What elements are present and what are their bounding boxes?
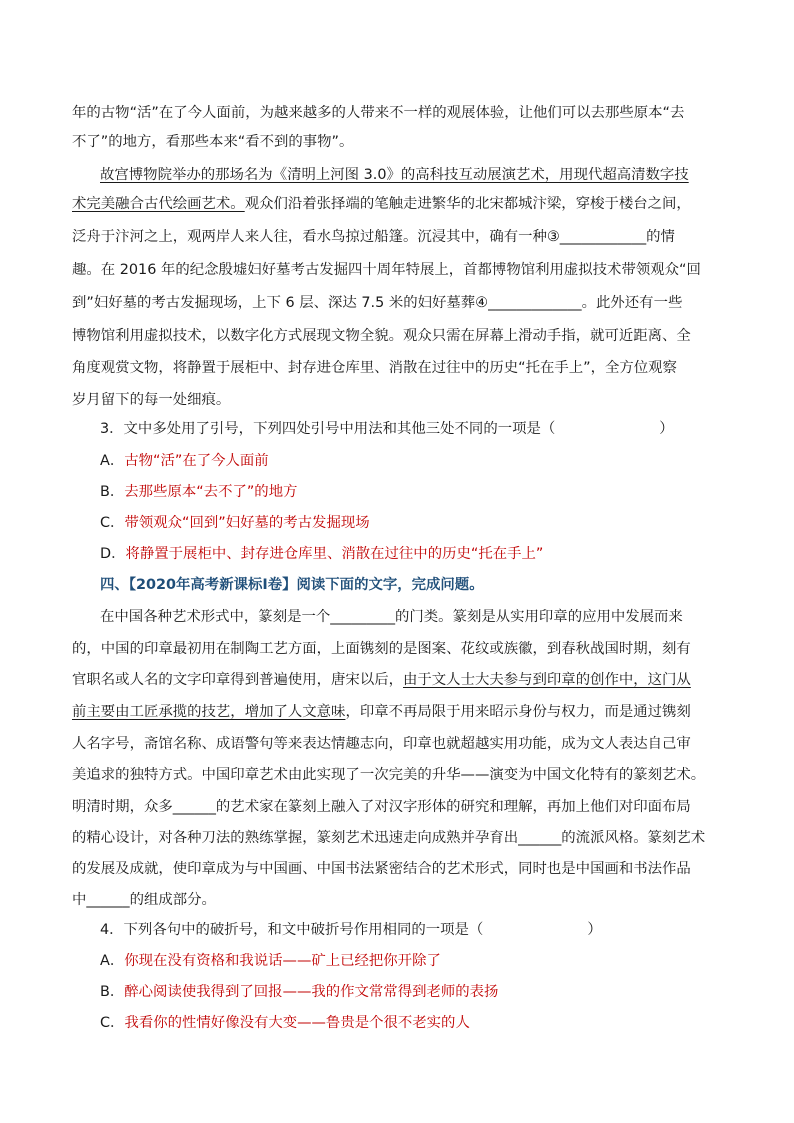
option-text: 醉心阅读使我得到了回报——我的作文常常得到老师的表扬	[124, 984, 499, 1000]
option-text: 去那些原本“去不了”的地方	[124, 484, 298, 500]
underlined-sentence: 由于文人士大夫参与到印章的创作中，这门从	[403, 672, 691, 688]
question-4-stem	[100, 920, 602, 940]
passage4-line: 中______的组成部分。	[72, 892, 216, 908]
option-label: B．	[100, 484, 125, 500]
passage3-line: 岁月留下的每一处细痕。	[72, 392, 231, 408]
option-label: D．	[100, 546, 126, 562]
passage3-line: 博物馆利用虚拟技术，以数字化方式展现文物全貌。观众只需在屏幕上滑动手指，就可近距离、全	[72, 328, 691, 344]
question-3-text: 3．文中多处用了引号，下列四处引号中用法和其他三处不同的一项是（	[100, 421, 556, 437]
passage3-line: 泛舟于汴河之上，观两岸人来人往，看水鸟掠过船篷。沉浸其中，确有一种③____________的情	[72, 229, 675, 245]
question-3-option-c[interactable]	[100, 513, 370, 533]
option-text: 古物“活”在了今人面前	[124, 453, 269, 469]
option-text: 将静置于展柜中、封存进仓库里、消散在过往中的历史“托在手上”	[125, 546, 544, 562]
passage3-text: 观众们沿着张择端的笔触走进繁华的北宋都城汴梁，穿梭于楼台之间，	[244, 196, 691, 212]
passage4-line	[72, 670, 691, 690]
passage4-text: 官职名或人名的文字印章得到普遍使用，唐宋以后，	[72, 672, 403, 688]
option-label: A．	[100, 953, 125, 969]
option-label: B．	[100, 984, 125, 1000]
passage3-line	[72, 194, 691, 214]
passage3-line: 不了”的地方，看那些本来“看不到的事物”。	[72, 134, 354, 150]
passage4-line: 的发展及成就，使印章成为与中国画、中国书法紧密结合的艺术形式，同时也是中国画和书法作品	[72, 861, 691, 877]
question-4-option-b[interactable]	[100, 982, 498, 1002]
passage3-line: 趣。在 2016 年的纪念殷墟妇好墓考古发掘四十周年特展上，首都博物馆利用虚拟技术带领观众“回	[72, 262, 701, 278]
passage4-line: 在中国各种艺术形式中，篆刻是一个_________的门类。篆刻是从实用印章的应用中发展而来	[100, 609, 683, 625]
answer-paren-close: ）	[659, 421, 674, 437]
option-label: C．	[100, 515, 125, 531]
passage4-text: ，印章不再局限于用来昭示身份与权力，而是通过镌刻	[345, 704, 691, 720]
underlined-sentence: 前主要由工匠承揽的技艺，增加了人文意味	[72, 704, 346, 720]
passage3-line: 角度观赏文物，将静置于展柜中、封存进仓库里、消散在过往中的历史“托在手上”，全方位观察	[72, 360, 677, 376]
question-3-option-b[interactable]	[100, 482, 297, 502]
passage3-line	[100, 165, 689, 185]
question-3-option-a[interactable]	[100, 451, 269, 471]
passage3-line: 年的古物“活”在了今人面前，为越来越多的人带来不一样的观展体验，让他们可以去那些原本“去	[72, 105, 685, 121]
option-label: A．	[100, 453, 125, 469]
question-3-stem	[100, 419, 674, 439]
passage4-line: 的精心设计，对各种刀法的熟练掌握，篆刻艺术迅速走向成熟并孕育出______的流派风格。篆刻艺术	[72, 830, 706, 846]
underlined-sentence: 术完美融合古代绘画艺术。	[72, 196, 245, 212]
question-3-option-d[interactable]	[100, 544, 543, 564]
passage4-line: 明清时期，众多______的艺术家在篆刻上融入了对汉字形体的研究和理解，再加上他们对印面布局	[72, 799, 691, 815]
passage4-line	[72, 702, 691, 722]
passage4-line: 美追求的独特方式。中国印章艺术由此实现了一次完美的升华——演变为中国文化特有的篆刻艺术。	[72, 767, 706, 783]
question-4-text: 4．下列各句中的破折号，和文中破折号作用相同的一项是（	[100, 922, 484, 938]
option-text: 带领观众“回到”妇好墓的考古发掘现场	[124, 515, 370, 531]
underlined-sentence: 故宫博物院举办的那场名为《清明上河图 3.0》的高科技互动展演艺术，用现代超高清数字技	[100, 167, 689, 183]
section-4-heading: 四、【2020年高考新课标Ⅰ卷】阅读下面的文字，完成问题。	[100, 577, 484, 593]
question-4-option-a[interactable]	[100, 951, 441, 971]
question-4-option-c[interactable]	[100, 1013, 470, 1033]
answer-paren-close: ）	[587, 922, 602, 938]
option-text: 你现在没有资格和我说话——矿上已经把你开除了	[124, 953, 441, 969]
option-text: 我看你的性情好像没有大变——鲁贵是个很不老实的人	[124, 1015, 470, 1031]
passage4-line: 的，中国的印章最初用在制陶工艺方面，上面镌刻的是图案、花纹或族徽，到春秋战国时期，刻有	[72, 641, 691, 657]
passage3-line: 到”妇好墓的考古发掘现场，上下 6 层、深达 7.5 米的妇好墓葬④_____________。此外还有一些	[72, 295, 683, 311]
passage4-line: 人名字号，斋馆名称、成语警句等来表达情趣志向，印章也就超越实用功能，成为文人表达自己审	[72, 736, 691, 752]
option-label: C．	[100, 1015, 125, 1031]
